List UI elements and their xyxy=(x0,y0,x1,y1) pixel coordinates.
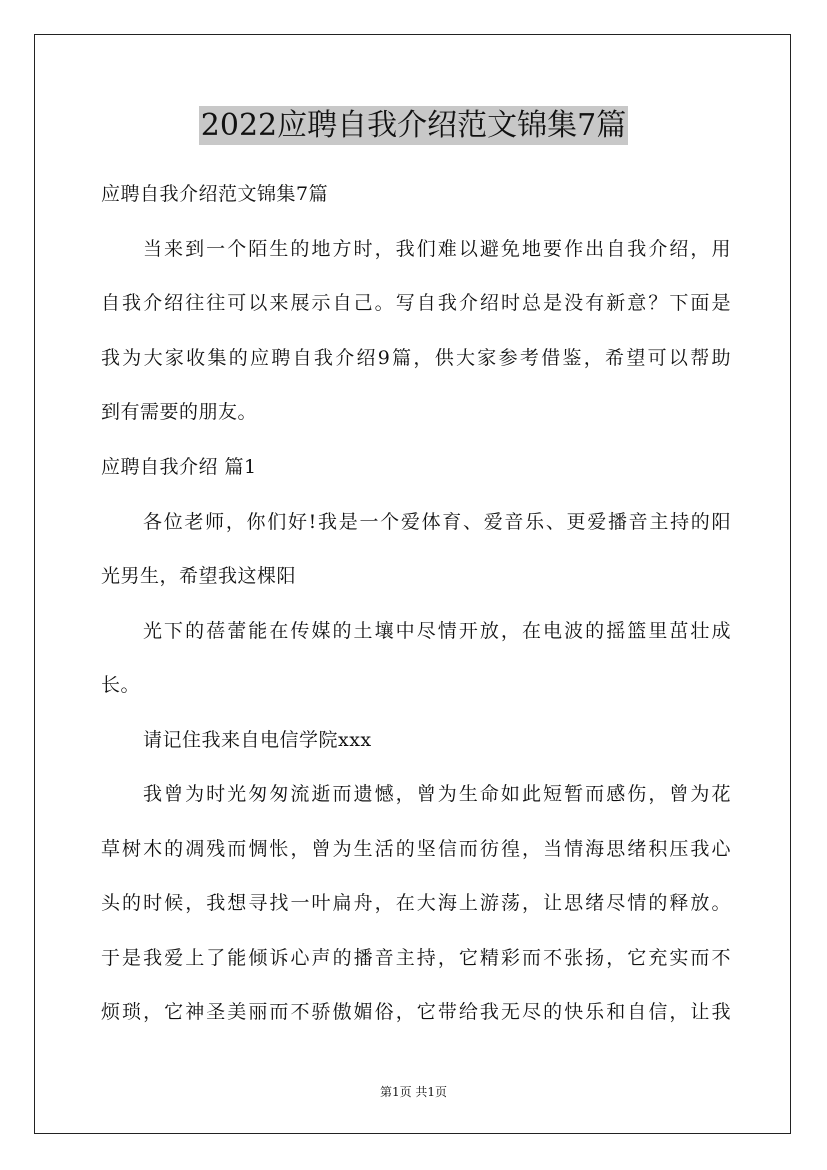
paragraph-line: 自我介绍往往可以来展示自己。写自我介绍时总是没有新意？下面是 xyxy=(101,292,731,314)
paragraph-line: 到有需要的朋友。 xyxy=(101,401,258,423)
title-text: 2022应聘自我介绍范文锦集7篇 xyxy=(200,108,627,143)
paragraph-line: 头的时候，我想寻找一叶扁舟，在大海上游荡，让思绪尽情的释放。 xyxy=(101,892,731,914)
paragraph-line: 当来到一个陌生的地方时，我们难以避免地要作出自我介绍，用 xyxy=(143,238,731,260)
document-title xyxy=(0,100,827,144)
paragraph-line: 于是我爱上了能倾诉心声的播音主持，它精彩而不张扬，它充实而不 xyxy=(101,947,731,969)
paragraph-line: 我为大家收集的应聘自我介绍9篇，供大家参考借鉴，希望可以帮助 xyxy=(101,347,731,369)
paragraph-line: 光下的蓓蕾能在传媒的土壤中尽情开放，在电波的摇篮里茁壮成 xyxy=(143,620,731,642)
page-footer: 第1页 共1页 xyxy=(379,1085,448,1099)
section-heading: 应聘自我介绍 篇1 xyxy=(101,456,257,478)
paragraph-line: 光男生，希望我这棵阳 xyxy=(101,565,297,587)
paragraph-line: 请记住我来自电信学院xxx xyxy=(143,729,372,751)
paragraph-line: 各位老师，你们好!我是一个爱体育、爱音乐、更爱播音主持的阳 xyxy=(143,511,731,533)
paragraph-line: 草树木的凋残而惆怅，曾为生活的坚信而彷徨，当情海思绪积压我心 xyxy=(101,838,731,860)
paragraph-line: 长。 xyxy=(101,674,141,696)
paragraph-line: 我曾为时光匆匆流逝而遗憾，曾为生命如此短暂而感伤，曾为花 xyxy=(143,783,731,805)
subtitle-line: 应聘自我介绍范文锦集7篇 xyxy=(101,183,329,205)
paragraph-line: 烦琐，它神圣美丽而不骄傲媚俗，它带给我无尽的快乐和自信，让我 xyxy=(101,1001,731,1023)
